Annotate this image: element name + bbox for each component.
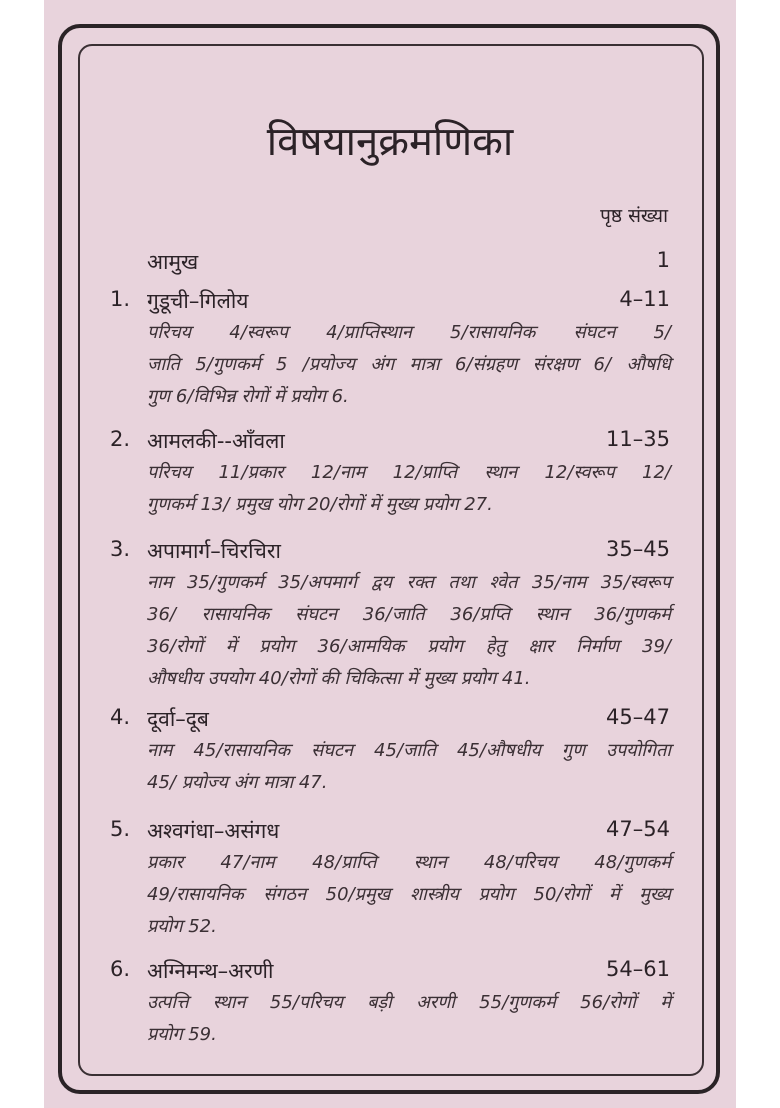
description-line: 45/ प्रयोज्य अंग मात्रा 47. — [147, 772, 328, 793]
toc-entry-pages: 35–45 — [606, 537, 670, 561]
description-line: गुण 6/विभिन्न रोगों में प्रयोग 6. — [147, 386, 349, 407]
description-line: प्रकार 47/नाम 48/प्राप्ति स्थान 48/परिचय 48/गुणकर्म — [147, 852, 671, 873]
toc-entry-num: 1. — [110, 287, 131, 311]
description-line: प्रयोग 52. — [147, 916, 217, 937]
toc-entry-name: गुडूची–गिलोय — [147, 289, 249, 313]
toc-entry-num: 6. — [110, 957, 131, 981]
toc-entry-pages: 1 — [656, 248, 670, 272]
toc-entry-name: अग्निमन्थ–अरणी — [147, 959, 274, 983]
toc-entry-description — [147, 317, 671, 413]
toc-entry-description — [147, 987, 671, 1051]
toc-entry-name: आमलकी--आँवला — [147, 429, 285, 453]
toc-entry-description — [147, 735, 671, 799]
description-line: औषधीय उपयोग 40/रोगों की चिकित्सा में मुख्य प्रयोग 41. — [147, 668, 531, 689]
description-line: 36/रोगों में प्रयोग 36/आमयिक प्रयोग हेतु क्षार निर्माण 39/ — [147, 636, 671, 657]
toc-entry-num: 5. — [110, 817, 131, 841]
description-line: उत्पत्ति स्थान 55/परिचय बड़ी अरणी 55/गुणकर्म 56/रोगों में — [147, 992, 671, 1013]
toc-entry-description — [147, 567, 671, 695]
toc-entry-pages: 11–35 — [606, 427, 670, 451]
toc-entry-num: 3. — [110, 537, 131, 561]
page-title: विषयानुक्रमणिका — [266, 119, 514, 165]
toc-entry-name: अश्वगंधा–असंगध — [147, 819, 280, 843]
description-line: 36/ रासायनिक संघटन 36/जाति 36/प्रप्ति स्थान 36/गुणकर्म — [147, 604, 671, 625]
toc-entry-name: दूर्वा–दूब — [147, 707, 209, 731]
description-line: 49/रासायनिक संगठन 50/प्रमुख शास्त्रीय प्रयोग 50/रोगों में मुख्य — [147, 884, 671, 905]
toc-entry-num: 4. — [110, 705, 131, 729]
toc-entry-name: आमुख — [147, 250, 199, 274]
description-line: गुणकर्म 13/ प्रमुख योग 20/रोगों में मुख्य प्रयोग 27. — [147, 494, 493, 515]
description-line: प्रयोग 59. — [147, 1024, 217, 1045]
description-line: परिचय 4/स्वरूप 4/प्राप्तिस्थान 5/रासायनिक संघटन 5/ — [147, 322, 671, 343]
description-line: नाम 35/गुणकर्म 35/अपमार्ग द्वय रक्त तथा श्वेत 35/नाम 35/स्वरूप — [147, 572, 671, 593]
description-line: नाम 45/रासायनिक संघटन 45/जाति 45/औषधीय गुण उपयोगिता — [147, 740, 671, 761]
description-line: परिचय 11/प्रकार 12/नाम 12/प्राप्ति स्थान 12/स्वरूप 12/ — [147, 462, 671, 483]
description-line: जाति 5/गुणकर्म 5 /प्रयोज्य अंग मात्रा 6/संग्रहण संरक्षण 6/ औषधि — [147, 354, 671, 375]
page-number-header: पृष्ठ संख्या — [600, 205, 668, 227]
toc-entry-num: 2. — [110, 427, 131, 451]
toc-entry-pages: 47–54 — [606, 817, 670, 841]
toc-entry-pages: 4–11 — [619, 287, 670, 311]
toc-entry-pages: 54–61 — [606, 957, 670, 981]
toc-entry-description — [147, 457, 671, 521]
toc-entry-pages: 45–47 — [606, 705, 670, 729]
toc-entry-description — [147, 847, 671, 943]
toc-entry-name: अपामार्ग–चिरचिरा — [147, 539, 281, 563]
